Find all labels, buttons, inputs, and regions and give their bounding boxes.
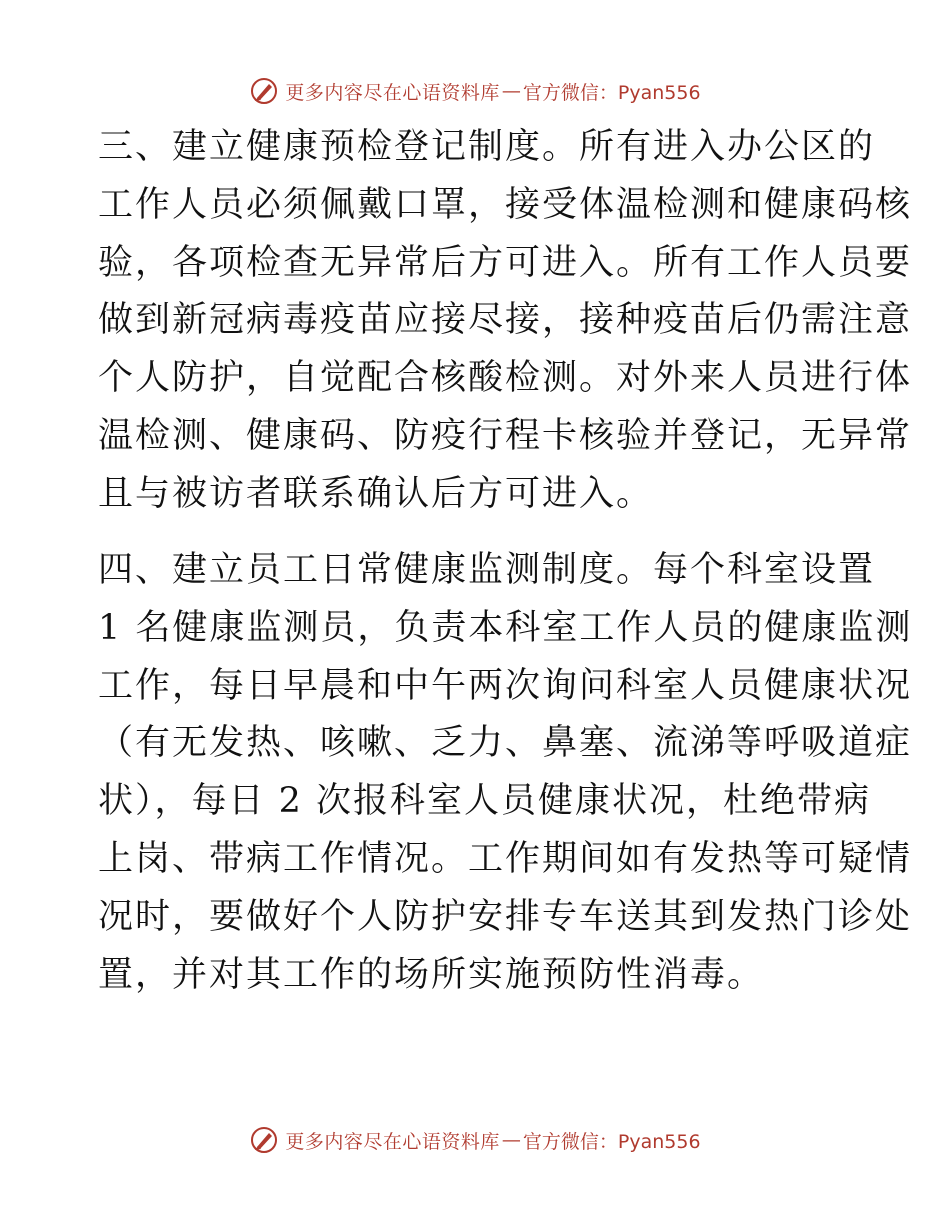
watermark-separator: — [501, 1129, 521, 1151]
paragraph-2-line: 置，并对其工作的场所实施预防性消毒。 [98, 955, 765, 995]
paragraph-1-line: 做到新冠病毒疫苗应接尽接，接种疫苗后仍需注意 [98, 300, 913, 340]
paragraph-1-line: 工作人员必须佩戴口罩，接受体温检测和健康码核 [98, 185, 913, 225]
pen-logo-icon [249, 1125, 279, 1155]
watermark-text: 更多内容尽在心语资料库 [285, 1130, 500, 1153]
paragraph-2-line: 况时，要做好个人防护安排专车送其到发热门诊处 [98, 897, 913, 937]
watermark-contact: 官方微信：Pyan556 [522, 81, 701, 104]
paragraph-1-line: 三、建立健康预检登记制度。所有进入办公区的 [98, 127, 876, 167]
watermark-separator: — [501, 80, 521, 102]
watermark-contact: 官方微信：Pyan556 [522, 1130, 701, 1153]
paragraph-2-line: 1 名健康监测员，负责本科室工作人员的健康监测 [98, 608, 913, 648]
paragraph-2-line: 工作，每日早晨和中午两次询问科室人员健康状况 [98, 666, 913, 706]
paragraph-2-line: （有无发热、咳嗽、乏力、鼻塞、流涕等呼吸道症 [98, 723, 913, 763]
footer-watermark [0, 1120, 950, 1160]
paragraph-2-line: 四、建立员工日常健康监测制度。每个科室设置 [98, 550, 876, 590]
paragraph-1-line: 温检测、健康码、防疫行程卡核验并登记，无异常 [98, 416, 913, 456]
paragraph-1-line: 验，各项检查无异常后方可进入。所有工作人员要 [98, 243, 913, 283]
header-watermark [0, 71, 950, 111]
paragraph-1-line: 且与被访者联系确认后方可进入。 [98, 474, 654, 514]
pen-logo-icon [249, 76, 279, 106]
watermark-text: 更多内容尽在心语资料库 [285, 81, 500, 104]
paragraph-2-line: 上岗、带病工作情况。工作期间如有发热等可疑情 [98, 839, 913, 879]
paragraph-2-line: 状），每日 2 次报科室人员健康状况，杜绝带病 [98, 781, 872, 821]
paragraph-1-line: 个人防护，自觉配合核酸检测。对外来人员进行体 [98, 358, 913, 398]
